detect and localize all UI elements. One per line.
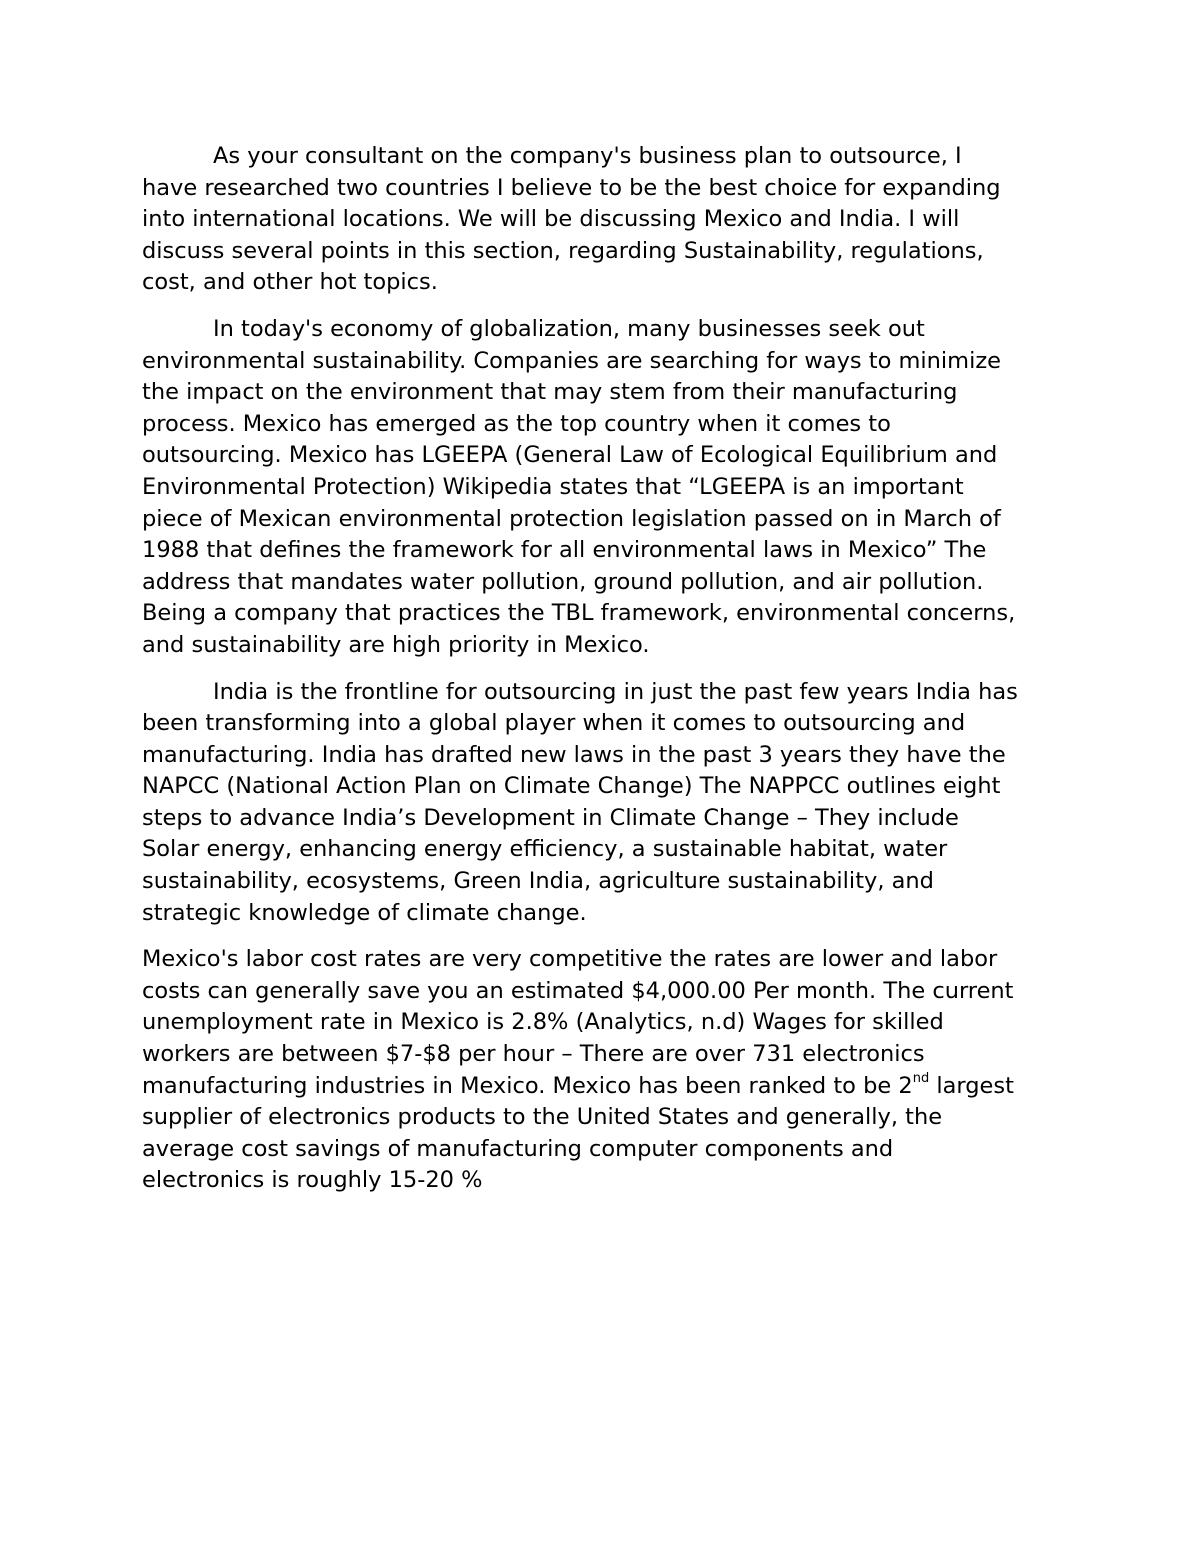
text-line: outsourcing. Mexico has LGEEPA (General Law of Ecological Equilibrium and (142, 442, 998, 469)
text-line: As your consultant on the company's business plan to outsource, I (213, 143, 962, 169)
text-line: sustainability, ecosystems, Green India, agriculture sustainability, and (142, 868, 934, 895)
text-line: environmental sustainability. Companies are searching for ways to minimize (142, 347, 1001, 374)
text-fragment: largest (929, 1072, 1014, 1099)
paragraph-india (142, 677, 1062, 930)
text-line: process. Mexico has emerged as the top country when it comes to (142, 410, 891, 437)
text-line: Mexico's labor cost rates are very competitive the rates are lower and labor (142, 946, 998, 973)
text-line: into international locations. We will be discussing Mexico and India. I will (142, 206, 960, 233)
text-line: Solar energy, enhancing energy efficiency, a sustainable habitat, water (142, 836, 948, 863)
text-line: Being a company that practices the TBL framework, environmental concerns, (142, 600, 1016, 627)
text-fragment: manufacturing industries in Mexico. Mexico has been ranked to be 2 (142, 1072, 913, 1099)
text-line: unemployment rate in Mexico is 2.8% (Analytics, n.d) Wages for skilled (142, 1009, 944, 1036)
text-line: been transforming into a global player when it comes to outsourcing and (142, 710, 966, 737)
text-line: supplier of electronics products to the United States and generally, the (142, 1104, 943, 1131)
text-line: manufacturing. India has drafted new laws in the past 3 years they have the (142, 741, 1006, 768)
text-line: address that mandates water pollution, ground pollution, and air pollution. (142, 568, 984, 595)
document-body (142, 141, 1062, 1212)
text-line: costs can generally save you an estimated $4,000.00 Per month. The current (142, 977, 1014, 1004)
text-line: NAPCC (National Action Plan on Climate Change) The NAPPCC outlines eight (142, 773, 1001, 800)
text-line: In today's economy of globalization, many businesses seek out (213, 315, 925, 342)
text-line: workers are between $7-$8 per hour – There are over 731 electronics (142, 1041, 925, 1068)
text-line: strategic knowledge of climate change. (142, 899, 587, 926)
text-line (142, 1073, 1014, 1099)
text-line: 1988 that defines the framework for all environmental laws in Mexico” The (142, 537, 987, 564)
text-line: piece of Mexican environmental protection legislation passed on in March of (142, 505, 1001, 532)
text-line: India is the frontline for outsourcing in just the past few years India has (213, 678, 1018, 705)
ordinal-superscript: nd (912, 1071, 930, 1087)
text-line: have researched two countries I believe to be the best choice for expanding (142, 174, 1001, 201)
text-line: the impact on the environment that may stem from their manufacturing (142, 379, 958, 406)
text-line: electronics is roughly 15-20 % (142, 1167, 483, 1194)
text-line: steps to advance India’s Development in Climate Change – They include (142, 804, 959, 831)
text-line: Environmental Protection) Wikipedia states that “LGEEPA is an important (142, 473, 964, 500)
paragraph-mexico-labor-cost (142, 944, 1062, 1197)
paragraph-intro (142, 141, 1062, 299)
text-line: and sustainability are high priority in Mexico. (142, 631, 650, 658)
text-line: cost, and other hot topics. (142, 269, 438, 296)
text-line: discuss several points in this section, regarding Sustainability, regulations, (142, 237, 984, 264)
text-line: average cost savings of manufacturing computer components and (142, 1135, 894, 1162)
paragraph-mexico-sustainability (142, 314, 1062, 662)
